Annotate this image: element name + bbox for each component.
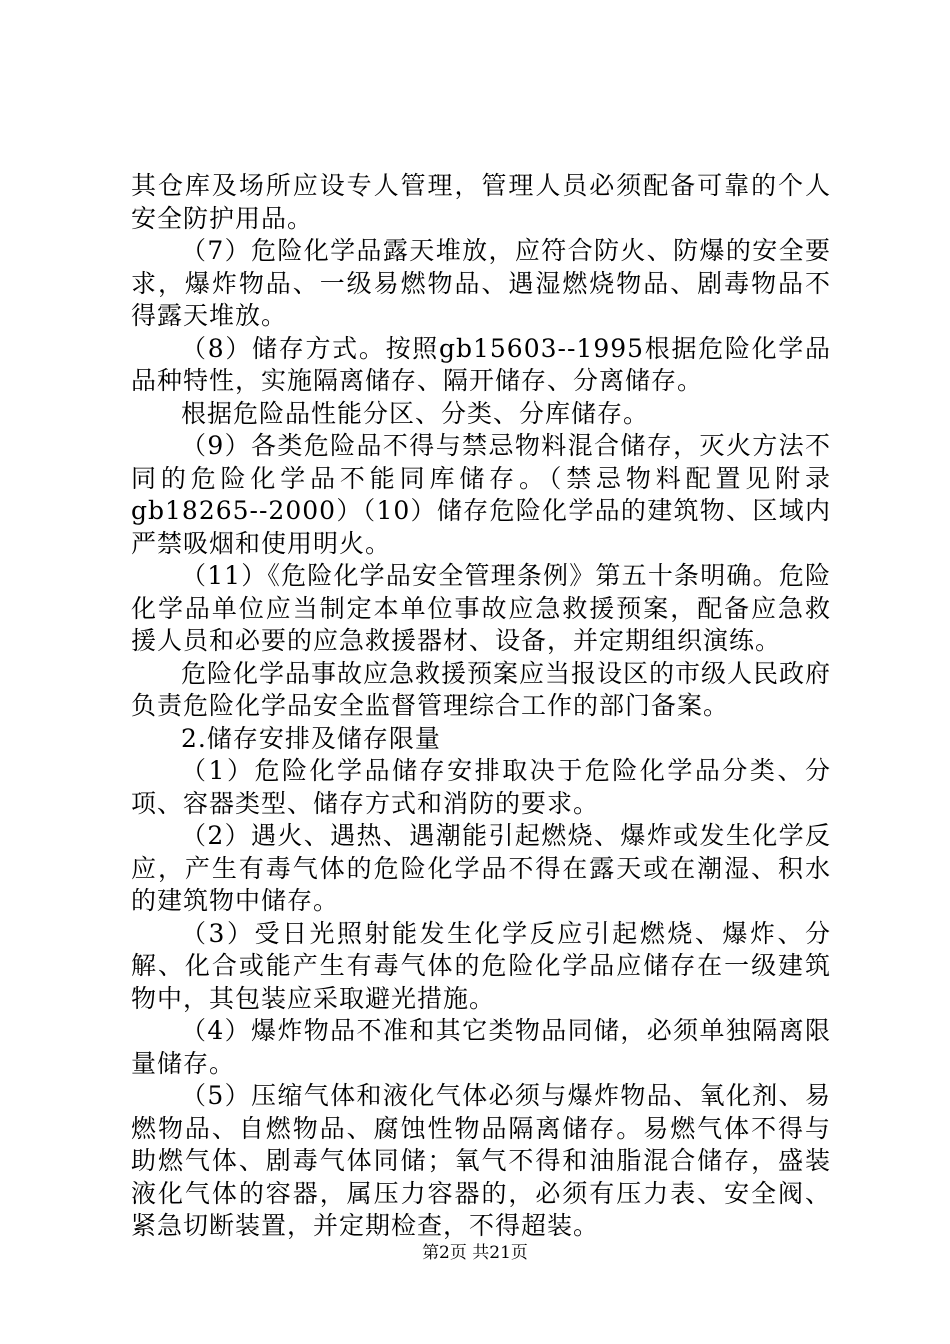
section-heading: 2.储存安排及储存限量 bbox=[181, 723, 441, 753]
paragraph-2: （7）危险化学品露天堆放，应符合防火、防爆的安全要求，爆炸物品、一级易燃物品、遇湿燃烧物品、剧毒物品不得露天堆放。 bbox=[131, 236, 831, 330]
paragraph-6: （11）《危险化学品安全管理条例》第五十条明确。危险化学品单位应当制定本单位事故应急救援预案，配备应急救援人员和必要的应急救援器材、设备，并定期组织演练。 bbox=[131, 561, 831, 655]
paragraph-13: （5）压缩气体和液化气体必须与爆炸物品、氧化剂、易燃物品、自燃物品、腐蚀性物品隔离储存。易燃气体不得与助燃气体、剧毒气体同储；氧气不得和油脂混合储存，盛装液化气体的容器，属压力容器的，必须有压力表、安全阀、紧急切断装置，并定期检查，不得超装。 bbox=[131, 1081, 831, 1240]
paragraph-7: 危险化学品事故应急救援预案应当报设区的市级人民政府负责危险化学品安全监督管理综合工作的部门备案。 bbox=[131, 658, 832, 720]
paragraph-9: （1）危险化学品储存安排取决于危险化学品分类、分项、容器类型、储存方式和消防的要求。 bbox=[131, 756, 831, 818]
page-footer: 第2页 共21页 bbox=[422, 1243, 528, 1263]
paragraph-10: （2）遇火、遇热、遇潮能引起燃烧、爆炸或发生化学反应，产生有毒气体的危险化学品不得在露天或在潮湿、积水的建筑物中储存。 bbox=[131, 821, 831, 915]
document-body bbox=[131, 170, 831, 1243]
paragraph-5: （9）各类危险品不得与禁忌物料混合储存，灭火方法不同的危险化学品不能同库储存。（禁忌物料配置见附录gb18265--2000）（10）储存危险化学品的建筑物、区域内严禁吸烟和使用明火。 bbox=[131, 431, 831, 558]
paragraph-1: 其仓库及场所应设专人管理，管理人员必须配备可靠的个人安全防护用品。 bbox=[131, 171, 831, 233]
paragraph-11: （3）受日光照射能发生化学反应引起燃烧、爆炸、分解、化合或能产生有毒气体的危险化学品应储存在一级建筑物中，其包装应采取避光措施。 bbox=[131, 918, 831, 1013]
paragraph-4: 根据危险品性能分区、分类、分库储存。 bbox=[181, 398, 650, 428]
paragraph-12: （4）爆炸物品不准和其它类物品同储，必须单独隔离限量储存。 bbox=[131, 1016, 831, 1078]
paragraph-3: （8）储存方式。按照gb15603--1995根据危险化学品品种特性，实施隔离储存、隔开储存、分离储存。 bbox=[131, 333, 831, 395]
